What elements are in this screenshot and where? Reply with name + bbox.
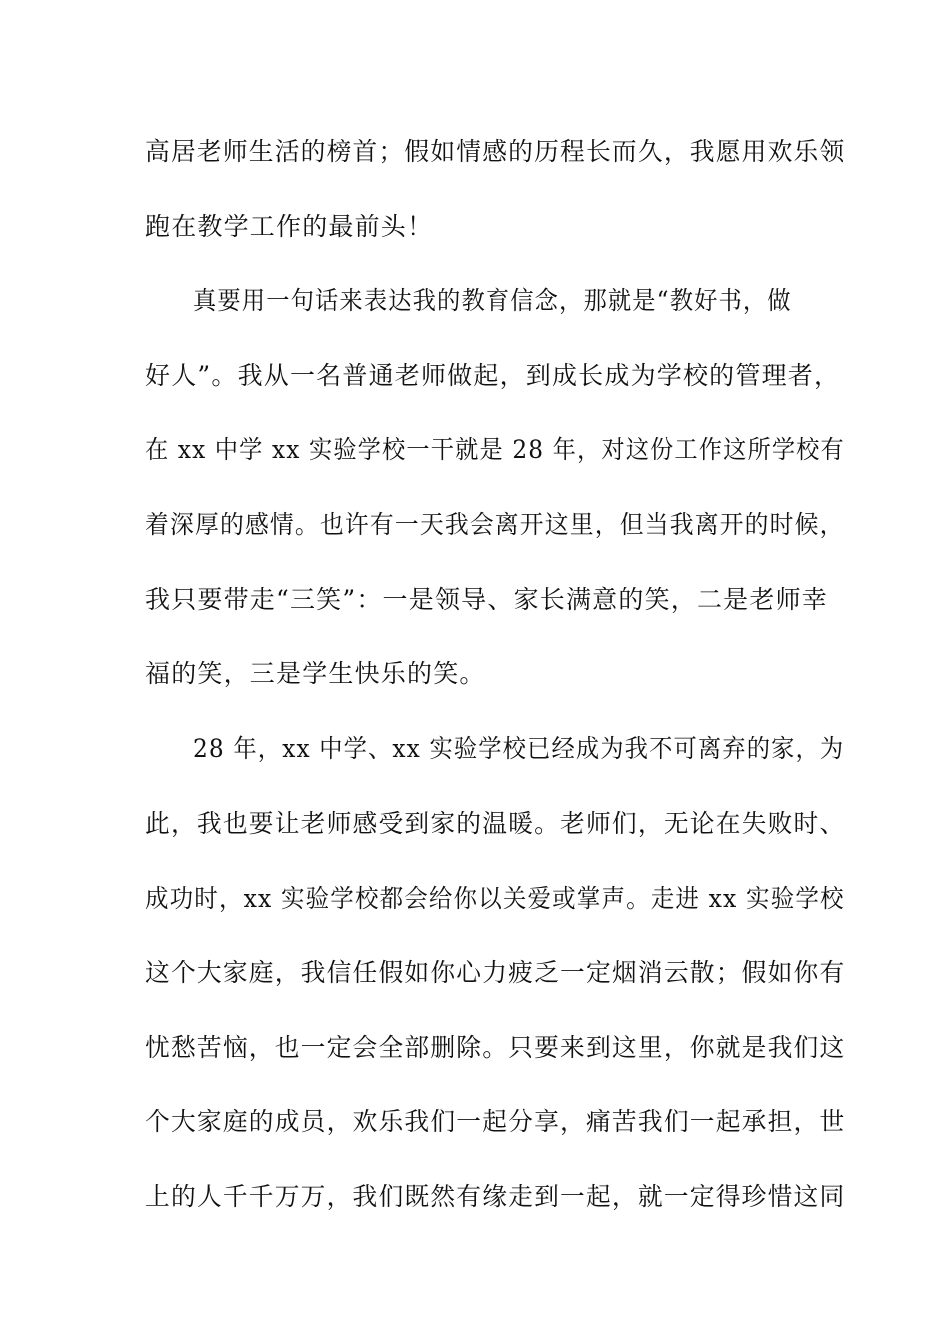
text-line: 个大家庭的成员，欢乐我们一起分享，痛苦我们一起承担，世 — [145, 1107, 846, 1136]
paragraph-first-line: 真要用一句话来表达我的教育信念，那就是“教好书，做 — [193, 286, 792, 315]
text-line: 成功时，xx 实验学校都会给你以关爱或掌声。走进 xx 实验学校 — [145, 884, 845, 913]
text-line: 高居老师生活的榜首；假如情感的历程长而久，我愿用欢乐领 — [145, 137, 846, 166]
text-line: 跑在教学工作的最前头！ — [145, 212, 434, 241]
text-line: 福的笑，三是学生快乐的笑。 — [145, 659, 486, 688]
text-line: 我只要带走“三笑”：一是领导、家长满意的笑，二是老师幸 — [145, 585, 828, 614]
text-line: 着深厚的感情。也许有一天我会离开这里，但当我离开的时候， — [145, 510, 845, 539]
text-line: 上的人千千万万，我们既然有缘走到一起，就一定得珍惜这同 — [145, 1182, 846, 1211]
text-line: 此，我也要让老师感受到家的温暖。老师们，无论在失败时、 — [145, 809, 846, 838]
text-line: 忧愁苦恼，也一定会全部删除。只要来到这里，你就是我们这 — [145, 1033, 846, 1062]
text-line: 在 xx 中学 xx 实验学校一干就是 28 年，对这份工作这所学校有 — [145, 435, 845, 464]
paragraph-first-line: 28 年，xx 中学、xx 实验学校已经成为我不可离弃的家，为 — [193, 734, 845, 763]
text-line: 好人”。我从一名普通老师做起，到成长成为学校的管理者， — [145, 361, 841, 390]
text-line: 这个大家庭，我信任假如你心力疲乏一定烟消云散；假如你有 — [145, 958, 846, 987]
